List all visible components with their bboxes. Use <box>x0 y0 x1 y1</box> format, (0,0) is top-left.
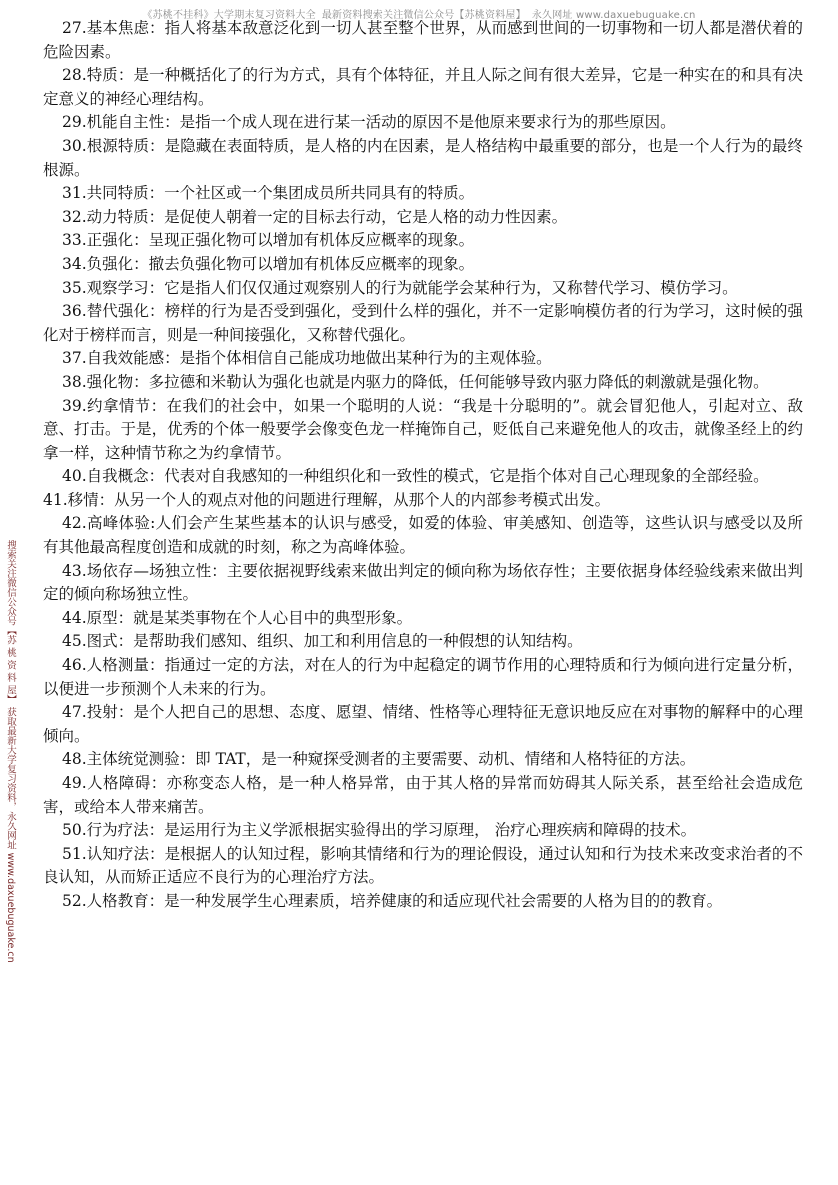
entry-48: 48.主体统觉测验：即 TAT，是一种窥探受测者的主要需要、动机、情绪和人格特征的方法。 <box>62 750 696 769</box>
entry-46: 46.人格测量：指通过一定的方法，对在人的行为中起稳定的调节作用的心理特质和行为倾向进行定量分析，以便进一步预测个人未来的行为。 <box>43 656 803 698</box>
header-url: 永久网址 www.daxuebuguake.cn <box>531 10 696 21</box>
entry-28: 28.特质：是一种概括化了的行为方式，具有个体特征，并且人际之间有很大差异，它是一种实在的和具有决定意义的神经心理结构。 <box>43 66 803 108</box>
entry-44: 44.原型：就是某类事物在个人心目中的典型形象。 <box>62 608 413 627</box>
entry-32: 32.动力特质：是促使人朝着一定的目标去行动，它是人格的动力性因素。 <box>62 207 568 226</box>
entry-45: 45.图式：是帮助我们感知、组织、加工和利用信息的一种假想的认知结构。 <box>62 632 583 651</box>
entry-52: 52.人格教育：是一种发展学生心理素质，培养健康的和适应现代社会需要的人格为目的的教育。 <box>62 891 723 910</box>
entry-47: 47.投射：是个人把自己的思想、态度、愿望、情绪、性格等心理特征无意识地反应在对事物的解释中的心理倾向。 <box>43 703 803 745</box>
header-brand: 《苏桃不挂科》大学期末复习资料大全 <box>142 10 316 21</box>
entry-33: 33.正强化：呈现正强化物可以增加有机体反应概率的现象。 <box>62 231 475 250</box>
entry-51: 51.认知疗法：是根据人的认知过程，影响其情绪和行为的理论假设，通过认知和行为技术来改变求治者的不良认知，从而矫正适应不良行为的心理治疗方法。 <box>43 844 803 887</box>
entry-36: 36.替代强化：榜样的行为是否受到强化，受到什么样的强化，并不一定影响模仿者的行为学习，这时候的强化对于榜样而言，则是一种间接强化，又称替代强化。 <box>43 302 803 344</box>
entry-31: 31.共同特质：一个社区或一个集团成员所共同具有的特质。 <box>62 184 475 203</box>
entry-49: 49.人格障碍：亦称变态人格，是一种人格异常，由于其人格的异常而妨碍其人际关系，甚至给社会造成危害，或给本人带来痛苦。 <box>43 774 803 816</box>
entry-37: 37.自我效能感：是指个体相信自己能成功地做出某种行为的主观体验。 <box>62 349 552 368</box>
entry-35: 35.观察学习：它是指人们仅仅通过观察别人的行为就能学会某种行为，又称替代学习、模仿学习。 <box>62 278 738 297</box>
entry-30: 30.根源特质：是隐藏在表面特质，是人格的内在因素，是人格结构中最重要的部分，也是一个人行为的最终根源。 <box>43 136 803 179</box>
glossary-content <box>43 17 803 914</box>
side-watermark: 搜索关注微信公众号【苏 桃 资 料 屋】 获取最新大学复习资料，永久网址 www.daxuebuguake.cn <box>5 540 16 963</box>
entry-34: 34.负强化：撤去负强化物可以增加有机体反应概率的现象。 <box>62 254 475 273</box>
entry-38: 38.强化物：多拉德和米勒认为强化也就是内驱力的降低，任何能够导致内驱力降低的刺激就是强化物。 <box>62 372 769 391</box>
entry-29: 29.机能自主性：是指一个成人现在进行某一活动的原因不是他原来要求行为的那些原因。 <box>62 113 676 132</box>
entry-40: 40.自我概念：代表对自我感知的一种组织化和一致性的模式，它是指个体对自己心理现象的全部经验。 <box>62 467 769 486</box>
entry-42: 42.高峰体验:人们会产生某些基本的认识与感受，如爱的体验、审美感知、创造等，这些认识与感受以及所有其他最高程度创造和成就的时刻，称之为高峰体验。 <box>43 514 803 557</box>
entry-39: 39.约拿情节：在我们的社会中，如果一个聪明的人说：“我是十分聪明的”。就会冒犯他人，引起对立、敌意、打击。于是，优秀的个体一般要学会像变色龙一样掩饰自己，贬低自己来避免他人的攻击，就像圣经上的约拿一样，这种情节称之为约拿情节。 <box>43 396 803 462</box>
entry-50: 50.行为疗法：是运用行为主义学派根据实验得出的学习原理， 治疗心理疾病和障碍的技术。 <box>62 821 697 840</box>
entry-27: 27.基本焦虑：指人将基本敌意泛化到一切人甚至整个世界，从而感到世间的一切事物和一切人都是潜伏着的危险因素。 <box>43 19 803 61</box>
entry-41: 41.移情：从另一个人的观点对他的问题进行理解，从那个人的内部参考模式出发。 <box>43 490 611 509</box>
entry-43: 43.场依存—场独立性：主要依据视野线索来做出判定的倾向称为场依存性；主要依据身体经验线索来做出判定的倾向称场独立性。 <box>43 561 803 604</box>
header-promo: 最新资料搜索关注微信公众号【苏桃资料屋】 <box>321 10 526 21</box>
